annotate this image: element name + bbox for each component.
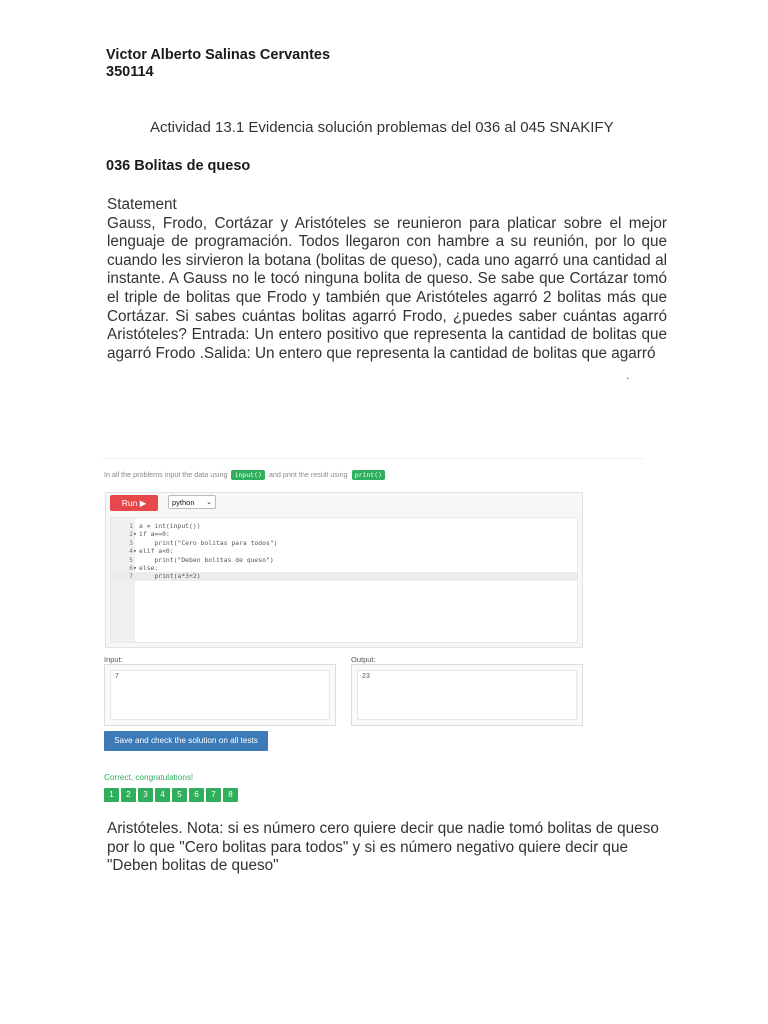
- test-badge[interactable]: 4: [155, 788, 170, 802]
- code-text: elif a<0:: [139, 547, 174, 556]
- code-line: 6▾ else:: [111, 564, 577, 573]
- author-block: [106, 47, 330, 81]
- instruction-prefix: In all the problems input the data using: [104, 470, 228, 479]
- activity-title: Actividad 13.1 Evidencia solución problemas del 036 al 045 SNAKIFY: [150, 119, 614, 136]
- line-number: 5: [129, 555, 133, 564]
- test-results: [104, 788, 238, 802]
- instructions: [104, 470, 387, 480]
- output-field: [357, 670, 577, 720]
- input-field[interactable]: [110, 670, 330, 720]
- chevron-down-icon: ⌄: [206, 499, 212, 506]
- print-pill: print(): [352, 470, 385, 480]
- instruction-middle: and print the result using: [268, 470, 348, 479]
- output-value: 23: [362, 673, 370, 680]
- test-badge[interactable]: 1: [104, 788, 119, 802]
- test-badge[interactable]: 7: [206, 788, 221, 802]
- test-badge[interactable]: 5: [172, 788, 187, 802]
- code-line: [111, 572, 577, 581]
- line-number: 1: [129, 522, 133, 530]
- output-box: [351, 664, 583, 726]
- screenshot-border: [103, 458, 643, 459]
- section-title: 036 Bolitas de queso: [106, 158, 251, 174]
- code-line: 2▾ if a==0:: [111, 530, 577, 539]
- test-badge[interactable]: 2: [121, 788, 136, 802]
- input-value: 7: [115, 673, 119, 680]
- code-text: a = int(input()): [139, 522, 201, 530]
- statement: [107, 196, 667, 363]
- save-check-button[interactable]: Save and check the solution on all tests: [104, 731, 268, 751]
- input-label: Input:: [104, 655, 123, 664]
- note-line: "Deben bolitas de queso": [107, 857, 279, 875]
- line-number: 4: [129, 547, 133, 556]
- language-select[interactable]: [168, 495, 216, 509]
- input-pill: input(): [231, 470, 264, 480]
- test-badge[interactable]: 3: [138, 788, 153, 802]
- code-editor[interactable]: [110, 517, 578, 643]
- statement-text: Gauss, Frodo, Cortázar y Aristóteles se reunieron para platicar sobre el mejor lenguaje de programación. Todos llegaron con hambre a su reunión, por lo que cuando les sirvieron la botana (bolitas de queso), cada uno agarró una cantidad al instante. A Gauss no le tocó ninguna bolita de queso. Se sabe que Cortázar tomó el triple de bolitas que Frodo y también que Aristóteles agarró 2 bolitas más que Cortázar. Si sabes cuántas bolitas agarró Frodo, ¿puedes saber cuántas agarró Aristóteles? Entrada: Un entero positivo que representa la cantidad de bolitas que agarró Frodo .Salida: Un entero que representa la cantidad de bolitas que agarró: [107, 214, 667, 362]
- note-line: Aristóteles. Nota: si es número cero quiere decir que nadie tomó bolitas de queso: [107, 820, 659, 837]
- language-value: python: [172, 498, 195, 507]
- output-label: Output:: [351, 655, 376, 664]
- code-text: else:: [139, 564, 159, 572]
- run-button[interactable]: Run ▶: [110, 495, 158, 511]
- author-name: Victor Alberto Salinas Cervantes: [106, 47, 331, 63]
- note: [107, 820, 667, 876]
- line-number: 3: [129, 538, 133, 547]
- author-id: 350114: [106, 64, 154, 80]
- line-number: 6: [129, 564, 133, 572]
- test-badge[interactable]: 8: [223, 788, 238, 802]
- code-text: print("Cero bolitas para todos"): [139, 538, 278, 547]
- result-message: Correct, congratulations!: [104, 773, 194, 782]
- code-text: print("Deben bolitas de queso"): [139, 555, 274, 564]
- input-box: [104, 664, 336, 726]
- code-line: 4▾ elif a<0:: [111, 547, 577, 556]
- line-number: 7: [129, 572, 133, 581]
- note-line: por lo que "Cero bolitas para todos" y si es número negativo quiere decir que: [107, 838, 629, 856]
- test-badge[interactable]: 6: [189, 788, 204, 802]
- trailing-dot: .: [626, 368, 630, 382]
- line-number: 2: [129, 530, 133, 539]
- statement-heading: Statement: [107, 196, 177, 213]
- code-text: print(a*3+2): [139, 572, 201, 581]
- code-text: if a==0:: [139, 530, 170, 539]
